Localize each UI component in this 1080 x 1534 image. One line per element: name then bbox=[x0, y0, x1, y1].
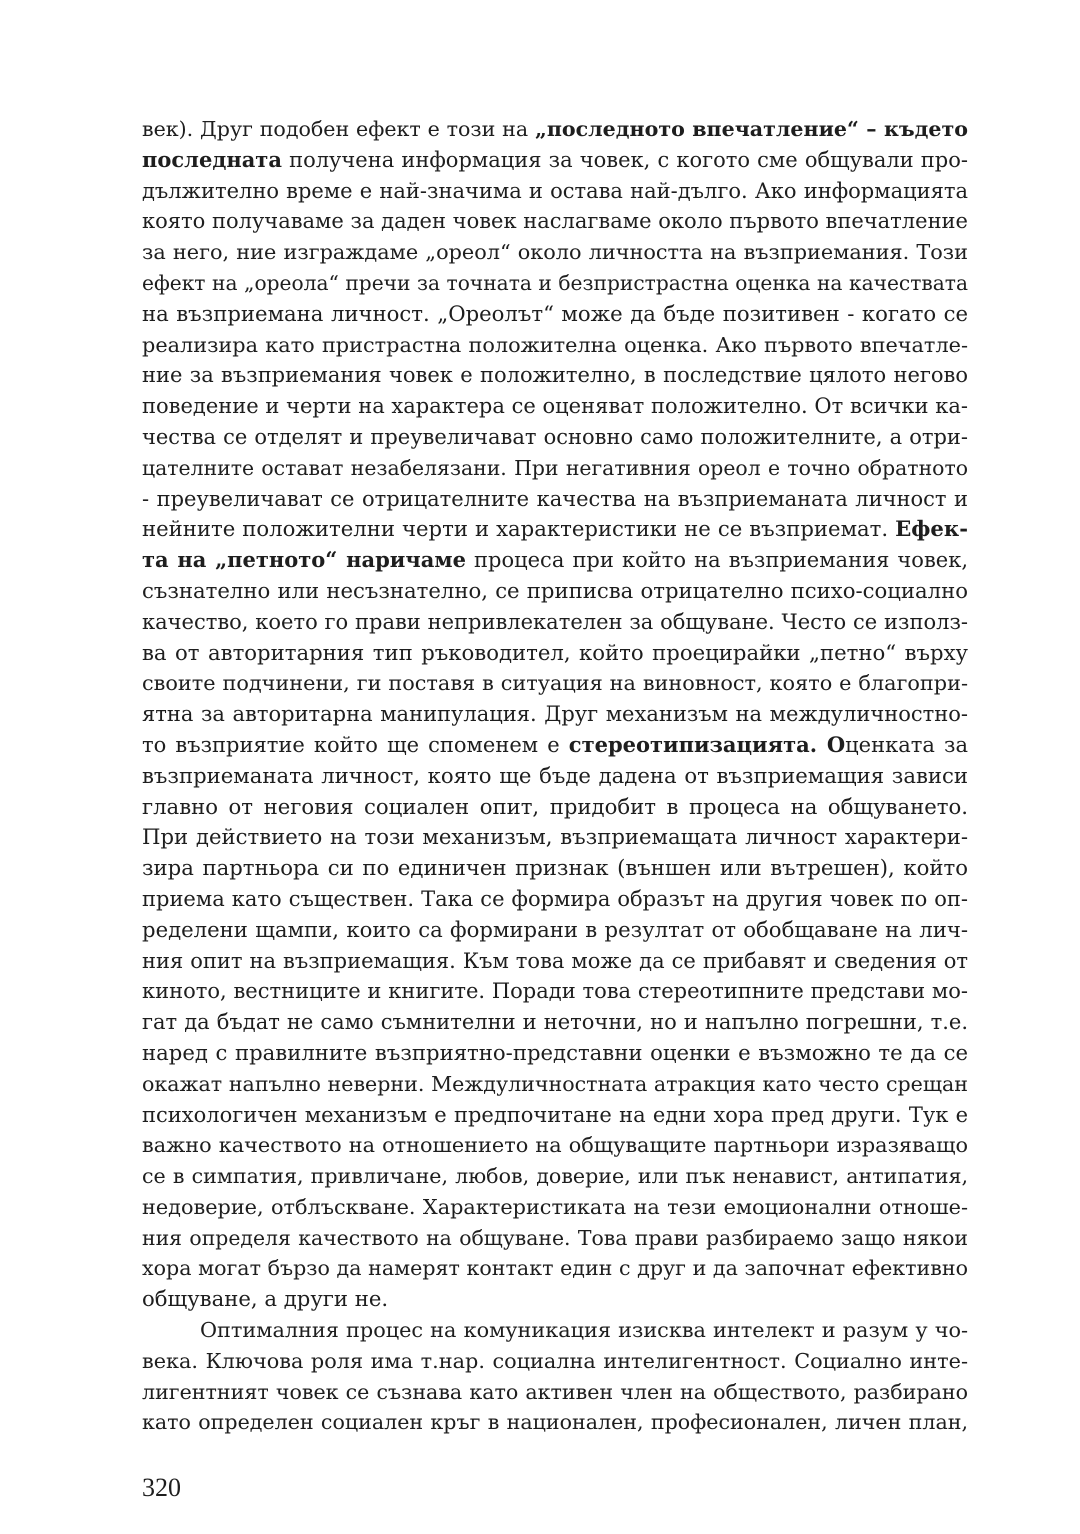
text-run: общуване, а други не. bbox=[142, 1286, 389, 1312]
text-line bbox=[142, 638, 968, 669]
text-line bbox=[142, 1253, 968, 1284]
text-run: процеса при който на възприемания човек, bbox=[465, 548, 968, 573]
text-run: - преувеличават се отрицателните качества на възприеманата личност и bbox=[142, 486, 968, 511]
text-line bbox=[142, 730, 968, 761]
text-run: ценката за bbox=[845, 732, 968, 757]
text-line bbox=[142, 1284, 968, 1315]
text-run: При действието на този механизъм, възприемащата личност характери- bbox=[142, 824, 968, 850]
text-line bbox=[142, 514, 968, 545]
text-run: за него, ние изграждаме „ореол“ около личността на възприемания. Този bbox=[142, 240, 968, 265]
text-run: окажат напълно неверни. Междуличностната атракция като често срещан bbox=[142, 1071, 968, 1096]
text-line bbox=[142, 761, 968, 792]
text-run: ефект на „ореола“ пречи за точната и безпристрастна оценка на качествата bbox=[142, 270, 968, 295]
text-run: гат да бъдат не само съмнителни и неточни, но и напълно погрешни, т.е. bbox=[142, 1010, 968, 1035]
text-line bbox=[142, 699, 968, 730]
text-line bbox=[142, 576, 968, 607]
text-line bbox=[142, 607, 968, 638]
bold-term: „последното впечатление“ – където bbox=[534, 117, 968, 141]
text-line bbox=[142, 237, 968, 268]
text-line bbox=[142, 822, 968, 853]
text-run: психологичен механизъм е предпочитане на едни хора пред други. Тук е bbox=[142, 1102, 968, 1127]
text-line bbox=[142, 976, 968, 1007]
text-line bbox=[142, 1377, 968, 1408]
text-line bbox=[142, 1069, 968, 1100]
text-run: качество, което го прави непривлекателен за общуване. Често се използ- bbox=[142, 609, 968, 634]
text-run: се в симпатия, привличане, любов, доверие, или пък ненавист, антипатия, bbox=[142, 1164, 968, 1189]
text-line bbox=[142, 206, 968, 237]
text-run: то възприятие който ще споменем е bbox=[142, 732, 569, 757]
text-line bbox=[142, 1223, 968, 1254]
text-run: приема като съществен. Така се формира образът на другия човек по оп- bbox=[142, 886, 968, 911]
text-run: получена информация за човек, с когото сме общували про- bbox=[281, 147, 968, 172]
bold-term: последната bbox=[142, 146, 282, 172]
text-line bbox=[142, 422, 968, 453]
text-line bbox=[142, 391, 968, 422]
body-text bbox=[142, 114, 968, 1438]
text-line bbox=[142, 545, 968, 576]
text-run: реализира като пристрастна положителна оценка. Ако първото впечатле- bbox=[142, 332, 968, 357]
text-run: съзнателно или несъзнателно, се приписва отрицателно психо-социално bbox=[142, 577, 968, 603]
text-run: ние за възприемания човек е положително, в последствие цялото негово bbox=[142, 363, 968, 388]
text-run: наред с правилните възприятно-представни оценки е възможно те да се bbox=[142, 1039, 968, 1065]
text-run: Оптималния процес на комуникация изисква интелект и разум у чо- bbox=[200, 1318, 968, 1343]
text-line bbox=[142, 1346, 968, 1377]
text-line bbox=[142, 330, 968, 361]
bold-term: та на „петното“ наричаме bbox=[142, 547, 466, 573]
text-line bbox=[142, 668, 968, 699]
text-run: чества се отделят и преувеличават основно само положителните, а отри- bbox=[142, 424, 968, 449]
text-run: на възприемана личност. „Ореолът“ може да бъде позитивен - когато се bbox=[142, 300, 968, 326]
text-run: ния опит на възприемащия. Към това може да се прибавят и сведения от bbox=[142, 948, 968, 973]
text-run: киното, вестниците и книгите. Поради това стереотипните представи мо- bbox=[142, 979, 968, 1004]
page-number: 320 bbox=[142, 1473, 181, 1502]
text-run: зира партньора си по единичен признак (външен или вътрешен), който bbox=[142, 855, 968, 881]
text-run: лигентният човек се съзнава като активен член на обществото, разбирано bbox=[142, 1379, 968, 1404]
text-line bbox=[142, 1407, 968, 1438]
text-line bbox=[142, 1161, 968, 1192]
text-run: хора могат бързо да намерят контакт един с друг и да започнат ефективно bbox=[142, 1256, 968, 1281]
text-run: ределени щампи, които са формирани в резултат от обобщаване на лич- bbox=[142, 916, 968, 942]
text-run: своите подчинени, ги поставя в ситуация на виновност, която е благопри- bbox=[142, 671, 968, 696]
text-line bbox=[142, 1007, 968, 1038]
text-line bbox=[142, 915, 968, 946]
text-line bbox=[142, 1100, 968, 1131]
text-run: век). Друг подобен ефект е този на bbox=[142, 117, 535, 141]
text-line bbox=[142, 360, 968, 391]
text-line bbox=[142, 268, 968, 299]
text-run: ния определя качеството на общуване. Това прави разбираемо защо някои bbox=[142, 1225, 968, 1250]
text-run: недоверие, отблъскване. Характеристиката на тези емоционални отноше- bbox=[142, 1194, 968, 1219]
text-line bbox=[142, 453, 968, 484]
text-line bbox=[142, 792, 968, 823]
text-run: ва от авторитарния тип ръководител, който проецирайки „петно“ върху bbox=[142, 639, 968, 665]
text-run: поведение и черти на характера се оценяват положително. От всички ка- bbox=[142, 394, 968, 419]
text-line bbox=[142, 114, 968, 145]
bold-term: стереотипизацията. О bbox=[568, 731, 846, 757]
text-line bbox=[142, 1038, 968, 1069]
text-run: нейните положителни черти и характеристики не се възприемат. bbox=[142, 516, 896, 542]
text-run: ятна за авторитарна манипулация. Друг механизъм на междуличностно- bbox=[142, 702, 968, 727]
text-line bbox=[142, 1192, 968, 1223]
text-line bbox=[142, 1130, 968, 1161]
bold-term: Ефек- bbox=[895, 516, 968, 542]
text-run: като определен социален кръг в национален, професионален, личен план, bbox=[142, 1410, 968, 1435]
text-line bbox=[142, 853, 968, 884]
text-line bbox=[142, 884, 968, 915]
text-run: главно от неговия социален опит, придобит в процеса на общуването. bbox=[142, 793, 968, 819]
text-run: дължително време е най-значима и остава най-дълго. Ако информацията bbox=[142, 178, 968, 203]
text-line bbox=[142, 176, 968, 207]
text-run: века. Ключова роля има т.нар. социална интелигентност. Социално инте- bbox=[142, 1348, 968, 1373]
text-run: цателните остават незабелязани. При негативния ореол е точно обратното bbox=[142, 455, 968, 480]
text-line bbox=[142, 299, 968, 330]
text-line bbox=[142, 946, 968, 977]
text-run: важно качеството на отношението на общуващите партньори изразяващо bbox=[142, 1133, 968, 1158]
text-line bbox=[142, 145, 968, 176]
text-line bbox=[142, 1315, 968, 1346]
text-line bbox=[142, 484, 968, 515]
text-run: възприеманата личност, която ще бъде дадена от възприемащия зависи bbox=[142, 762, 968, 788]
text-run: която получаваме за даден човек наслагваме около първото впечатление bbox=[142, 209, 968, 234]
